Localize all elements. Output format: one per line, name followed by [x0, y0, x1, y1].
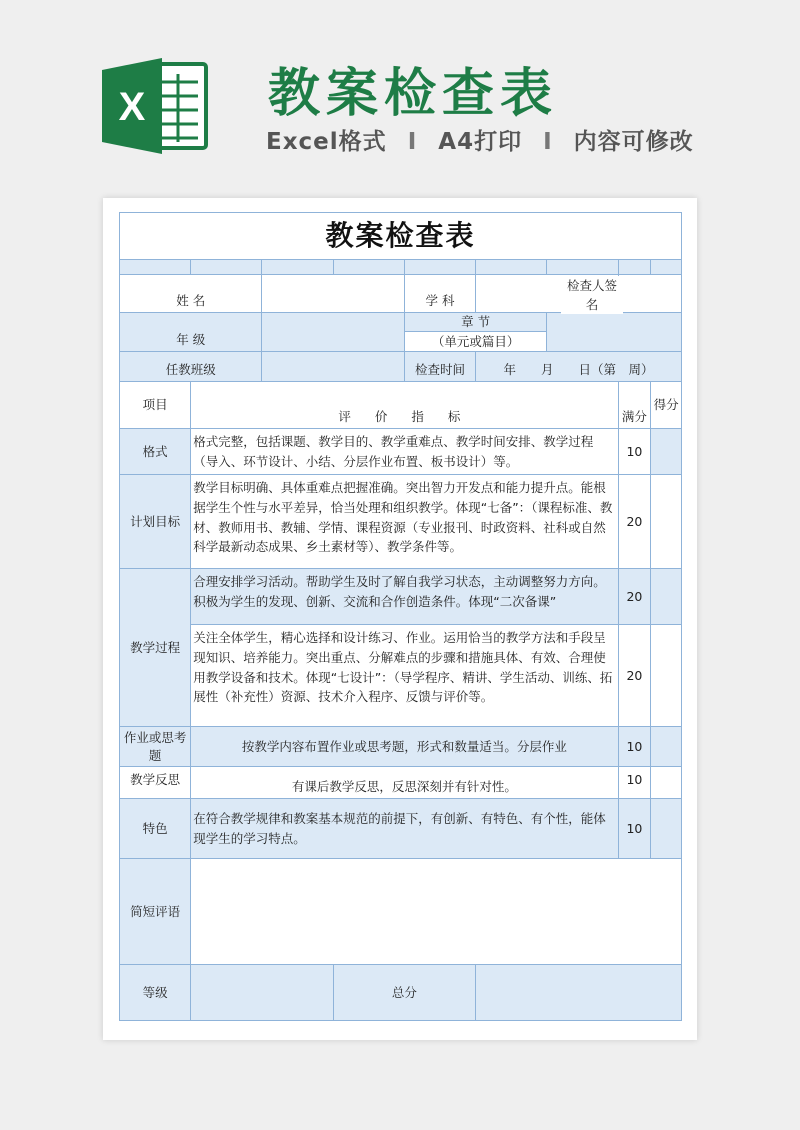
row-criteria: 按教学内容布置作业或思考题，形式和数量适当。分层作业 — [191, 727, 618, 767]
table-row — [120, 569, 682, 625]
subtitle-separator: I — [407, 129, 418, 155]
inspector-sign-cell[interactable] — [618, 275, 681, 313]
table-row — [120, 625, 682, 727]
table-row — [120, 799, 682, 859]
name-value-cell[interactable] — [262, 275, 404, 313]
check-time-label: 检查时间 — [404, 352, 475, 382]
row-item: 教学过程 — [120, 569, 191, 727]
row-full-score: 10 — [618, 727, 651, 767]
row-full-score: 10 — [618, 799, 651, 859]
row-criteria: 合理安排学习活动。帮助学生及时了解自我学习状态，主动调整努力方向。积极为学生的发现、创新、交流和合作创造条件。体现“二次备课” — [191, 569, 618, 625]
row-criteria: 在符合教学规律和教案基本规范的前提下，有创新、有特色、有个性，能体现学生的学习特点。 — [191, 799, 618, 859]
banner-subtitle — [266, 124, 694, 160]
grade-value-cell[interactable] — [262, 313, 404, 352]
row-full-score: 20 — [618, 475, 651, 569]
document-sheet — [103, 198, 697, 1040]
table-row — [120, 727, 682, 767]
comment-label: 简短评语 — [120, 859, 191, 965]
row-item: 格式 — [120, 429, 191, 475]
class-value-cell[interactable] — [262, 352, 404, 382]
chapter-value-cell[interactable] — [547, 313, 682, 352]
document-title: 教案检查表 — [120, 213, 682, 260]
level-label: 等级 — [120, 965, 191, 1021]
banner-title: 教案检查表 — [268, 64, 559, 124]
row-score-cell[interactable] — [651, 767, 682, 799]
header-criteria: 评 价 指 标 — [191, 382, 618, 429]
level-value-cell[interactable] — [191, 965, 333, 1021]
table-row — [120, 429, 682, 475]
row-criteria: 关注全体学生，精心选择和设计练习、作业。运用恰当的教学方法和手段呈现知识、培养能力。突出重点、分解难点的步骤和措施具体、有效、合理使用教学设备和技术。体现“七设计”：（导学程序、精讲、学生活动、训练、拓展性（补充性）资源、技术介入程序、反馈与评价等。 — [191, 625, 618, 727]
name-label: 姓 名 — [120, 275, 262, 313]
inspector-sign-label: 检查人签名 — [561, 276, 623, 314]
logo-letter: X — [118, 85, 146, 129]
row-score-cell[interactable] — [651, 475, 682, 569]
row-criteria: 教学目标明确、具体重难点把握准确。突出智力开发点和能力提升点。能根据学生个性与水平差异，恰当处理和组织教学。体现“七备”：（课程标准、教材、教师用书、教辅、学情、课程资源（专业报刊、时政资料、社科或自然科学最新动态成果、乡土素材等）、教学条件等。 — [191, 475, 618, 569]
row-score-cell[interactable] — [651, 727, 682, 767]
class-label: 任教班级 — [120, 352, 262, 382]
spacer-row — [120, 260, 682, 275]
subtitle-part-edit: 内容可修改 — [573, 129, 694, 155]
header-item: 项目 — [120, 382, 191, 429]
row-score-cell[interactable] — [651, 429, 682, 475]
comment-cell[interactable] — [191, 859, 682, 965]
row-score-cell[interactable] — [651, 625, 682, 727]
row-score-cell[interactable] — [651, 569, 682, 625]
row-full-score: 20 — [618, 569, 651, 625]
row-criteria: 格式完整，包括课题、教学目的、教学重难点、教学时间安排、教学过程（导入、环节设计、小结、分层作业布置、板书设计）等。 — [191, 429, 618, 475]
excel-icon — [100, 58, 210, 154]
subtitle-part-print: A4打印 — [438, 129, 523, 155]
row-full-score: 20 — [618, 625, 651, 727]
chapter-label: 章 节 — [405, 313, 546, 332]
subtitle-part-format: Excel格式 — [266, 129, 387, 155]
subtitle-separator: I — [543, 129, 553, 155]
row-item: 计划目标 — [120, 475, 191, 569]
row-item: 作业或思考题 — [120, 727, 191, 767]
row-item: 教学反思 — [120, 767, 191, 799]
unit-label: （单元或篇目） — [405, 332, 546, 351]
table-row — [120, 767, 682, 799]
header-full-score: 满分 — [618, 382, 651, 429]
check-date-cell[interactable]: 年 月 日（第 周） — [476, 352, 682, 382]
grade-label: 年 级 — [120, 313, 262, 352]
row-item: 特色 — [120, 799, 191, 859]
total-label: 总分 — [333, 965, 475, 1021]
chapter-cell — [404, 313, 546, 352]
row-score-cell[interactable] — [651, 799, 682, 859]
total-value-cell[interactable] — [476, 965, 682, 1021]
row-criteria: 有课后教学反思，反思深刻并有针对性。 — [191, 767, 618, 799]
subject-label: 学 科 — [404, 275, 475, 313]
row-full-score: 10 — [618, 767, 651, 799]
inspection-table — [119, 212, 682, 1021]
row-full-score: 10 — [618, 429, 651, 475]
header-score: 得分 — [651, 382, 682, 429]
banner — [0, 0, 800, 185]
table-row — [120, 475, 682, 569]
